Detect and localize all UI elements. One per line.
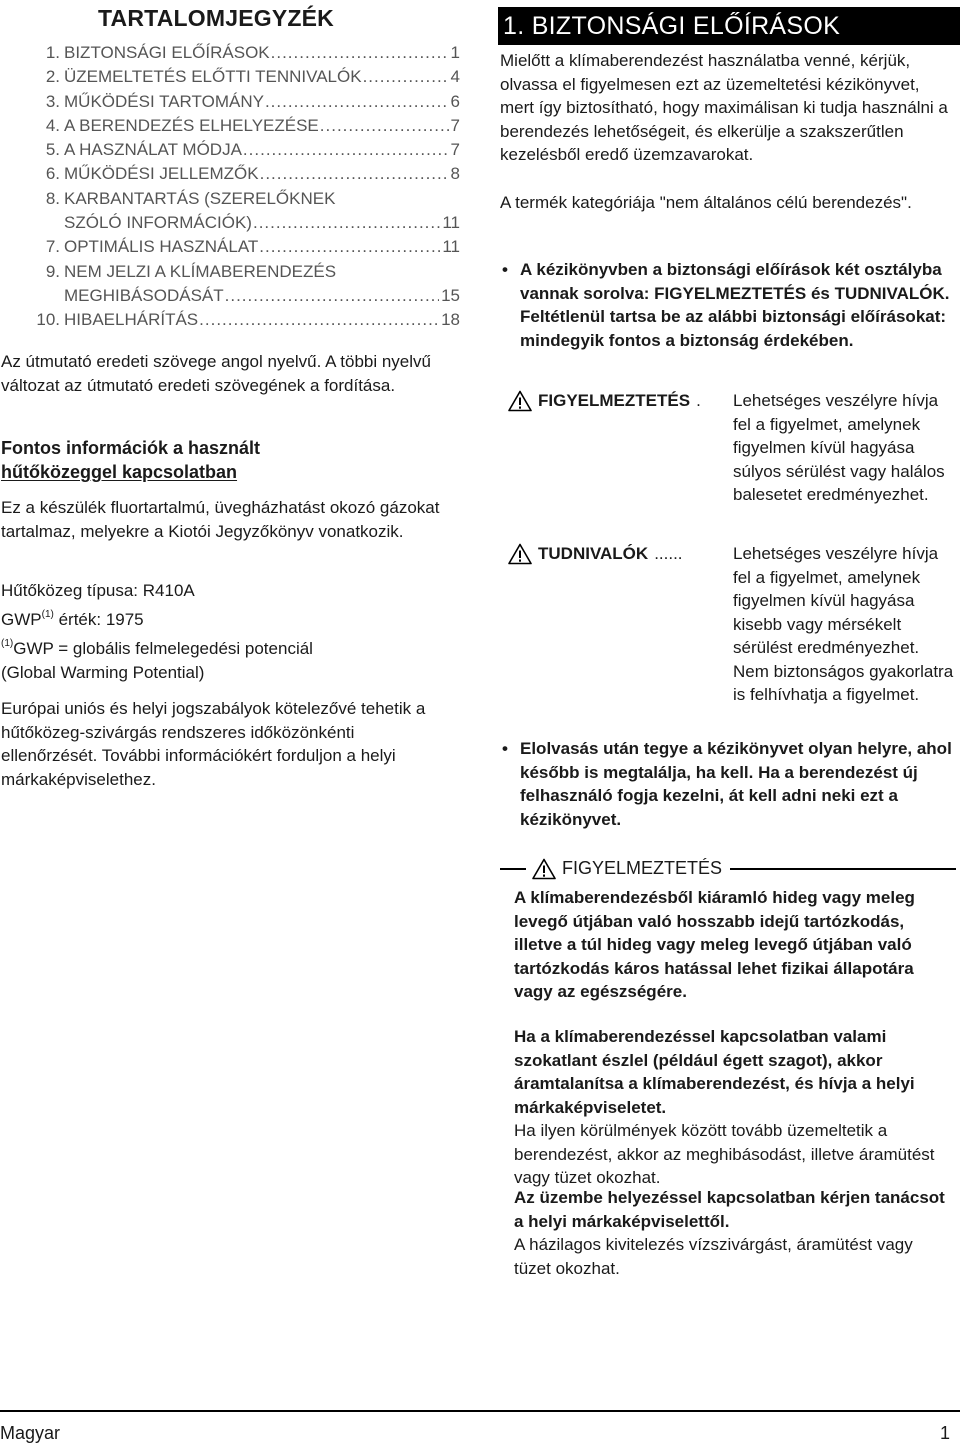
banner-rule-left xyxy=(500,868,526,870)
toc-page-number: 7 xyxy=(450,115,460,135)
toc-entry[interactable]: 4. A BERENDEZÉS ELHELYEZÉSE ..... 7 xyxy=(0,114,460,138)
toc-page-number: 18 xyxy=(441,310,460,330)
footer-page-number: 1 xyxy=(939,1423,950,1443)
toc-entry[interactable]: 2. ÜZEMELTETÉS ELŐTTI TENNIVALÓK ..... 4 xyxy=(0,65,460,89)
translation-note: Az útmutató eredeti szövege angol nyelvű. A többi nyelvű változat az útmutató eredeti szövegének a fordítása. xyxy=(1,352,431,395)
eu-regulation-text: Európai uniós és helyi jogszabályok kötelezővé tehetik a hűtőközeg-szivárgás rendszeres időközönkénti ellenőrzését. További információkért forduljon a helyi márkaképviselethez. xyxy=(1,699,426,789)
toc-entry[interactable]: 8. KARBANTARTÁS (SZERELŐKNEK SZÓLÓ INFORMÁCIÓK) ..... 11 xyxy=(0,187,460,236)
gwp-value: GWP$^{(1)}$ érték: 1975 xyxy=(1,609,144,629)
toc-entry[interactable]: 9. NEM JELZI A KLÍMABERENDEZÉS MEGHIBÁSODÁSÁT ..... 15 xyxy=(0,260,460,309)
toc-entry-label: KARBANTARTÁS (SZERELŐKNEK xyxy=(64,188,336,208)
caution-definition: TUDNIVALÓK ...... Lehetséges veszélyre hívja fel a figyelmet, amelynek figyelmen kívül hagyása kisebb vagy mérsékelt sérülést eredményezhet. Nem biztonságos gyakorlatra is felhívhatja a figyelmet. xyxy=(500,542,956,732)
list-item: • Elolvasás után tegye a kézikönyvet olyan helyre, ahol később is megtalálja, ha kell. Ha a berendezést új felhasználó fogja kezelni, át kell adni neki ezt a kézikönyvet. xyxy=(502,739,952,829)
footer-language: Magyar xyxy=(0,1423,61,1443)
toc-entry[interactable]: 1. BIZTONSÁGI ELŐÍRÁSOK ..... 1 xyxy=(0,41,460,65)
toc-entry[interactable]: 3. MŰKÖDÉSI TARTOMÁNY ..... 6 xyxy=(0,90,460,114)
toc-page-number: 7 xyxy=(450,140,460,160)
toc-page-number: 6 xyxy=(450,91,460,111)
warning-triangle-icon xyxy=(508,390,532,412)
warning-unusual-condition: Ha a klímaberendezéssel kapcsolatban valami szokatlant észlel (például égett szagot), akkor áramtalanítsa a klímaberendezést, és hívja a helyi márkaképviseletet. Ha ilyen körülmények között tovább üzemeltetik a berendezést, akkor az meghibásodást, illetve áramütést vagy tüzet okozhat. xyxy=(514,1027,935,1187)
warning-description: Lehetséges veszélyre hívja fel a figyelmet, amelynek figyelmen kívül hagyása súlyos sérülést vagy halálos balesetet eredményezhet. xyxy=(733,391,945,504)
table-of-contents xyxy=(0,41,460,333)
fluorinated-gas-text: Ez a készülék fluortartalmú, üvegházhatást okozó gázokat tartalmaz, melyekre a Kiotói Jegyzőkönyv vonatkozik. xyxy=(1,498,440,541)
product-category: A termék kategóriája "nem általános célú berendezés". xyxy=(500,193,912,212)
toc-entry-label: NEM JELZI A KLÍMABERENDEZÉS xyxy=(64,261,337,281)
warning-cold-air: A klímaberendezésből kiáramló hideg vagy meleg levegő útjában való hosszabb idejű tartózkodás, illetve a túl hideg vagy meleg levegő útjában való tartózkodás káros hatással lehet fizikai állapotára vagy az egészségére. xyxy=(514,888,915,1001)
toc-entry-label: OPTIMÁLIS HASZNÁLAT xyxy=(64,237,259,257)
refrigerant-type: Hűtőközeg típusa: R410A xyxy=(1,581,195,600)
toc-title: TARTALOMJEGYZÉK xyxy=(98,5,334,31)
toc-entry-label: A BERENDEZÉS ELHELYEZÉSE xyxy=(64,115,319,135)
warning-banner xyxy=(500,857,956,881)
toc-page-number: 15 xyxy=(441,285,460,305)
caution-description: Lehetséges veszélyre hívja fel a figyelmet, amelynek figyelmen kívül hagyása kisebb vagy mérsékelt sérülést eredményezhet. Nem biztonságos gyakorlatra is felhívhatja a figyelmet. xyxy=(733,544,954,704)
bullet-icon: • xyxy=(502,739,508,758)
toc-entry-label: HIBAELHÁRÍTÁS xyxy=(64,310,199,330)
toc-entry-label: A HASZNÁLAT MÓDJA xyxy=(64,140,242,160)
banner-title: FIGYELMEZTETÉS xyxy=(562,858,723,879)
warning-installation: Az üzembe helyezéssel kapcsolatban kérjen tanácsot a helyi márkaképviselettől. A házilagos kivitelezés vízszivárgást, áramütést vagy tüzet okozhat. xyxy=(514,1188,945,1278)
toc-entry[interactable]: 6. MŰKÖDÉSI JELLEMZŐK ..... 8 xyxy=(0,162,460,186)
footer-rule xyxy=(0,1410,960,1412)
safety-intro: Mielőtt a klímaberendezést használatba venné, kérjük, olvassa el figyelmesen ezt az üzemeltetési kézikönyvet, mert így biztosítható, hogy maximálisan ki tudja használni a berendezés lehetőségeit, és elkerülje a szakszerűtlen kezelésből eredő üzemzavarokat. xyxy=(500,51,948,164)
bullet-icon: • xyxy=(502,260,508,279)
list-item: • A kézikönyvben a biztonsági előírások két osztályba vannak sorolva: FIGYELMEZTETÉS és TUDNIVALÓK. Feltétlenül tartsa be az alábbi biztonsági előírásokat: mindegyik fontos a biztonság érdekében. xyxy=(502,260,950,350)
toc-entry[interactable]: 7. OPTIMÁLIS HASZNÁLAT ..... 11 xyxy=(0,235,460,259)
toc-entry-label: MŰKÖDÉSI TARTOMÁNY xyxy=(64,91,264,111)
warning-label: FIGYELMEZTETÉS xyxy=(538,391,691,410)
toc-page-number: 11 xyxy=(442,213,460,233)
toc-entry[interactable]: 5. A HASZNÁLAT MÓDJA ..... 7 xyxy=(0,138,460,162)
toc-entry-label: MEGHIBÁSODÁSÁT xyxy=(64,285,224,305)
toc-entry-label: BIZTONSÁGI ELŐÍRÁSOK xyxy=(64,43,270,62)
toc-page-number: 8 xyxy=(450,164,460,184)
gwp-footnote: $^{(1)}$GWP = globális felmelegedési potenciál (Global Warming Potential) xyxy=(1,638,313,682)
toc-entry-label: MŰKÖDÉSI JELLEMZŐK xyxy=(64,164,259,184)
caution-triangle-icon xyxy=(508,543,532,565)
refrigerant-heading: Fontos információk a használt hűtőközeggel kapcsolatban xyxy=(1,438,261,482)
toc-entry[interactable]: 10. HIBAELHÁRÍTÁS ..... 18 xyxy=(0,308,460,332)
section-heading: 1. BIZTONSÁGI ELŐÍRÁSOK xyxy=(498,7,960,45)
warning-definition: FIGYELMEZTETÉS . Lehetséges veszélyre hívja fel a figyelmet, amelynek figyelmen kívül hagyása súlyos sérülést vagy halálos balesetet eredményezhet. xyxy=(500,389,956,534)
warning-triangle-icon xyxy=(532,858,556,880)
toc-page-number: 1 xyxy=(450,43,460,62)
toc-page-number: 11 xyxy=(442,237,460,257)
toc-page-number: 4 xyxy=(450,67,460,87)
toc-entry-label: ÜZEMELTETÉS ELŐTTI TENNIVALÓK xyxy=(64,67,362,87)
toc-entry-label: SZÓLÓ INFORMÁCIÓK) xyxy=(64,213,252,233)
banner-rule-right xyxy=(730,868,956,870)
caution-label: TUDNIVALÓK xyxy=(538,544,649,563)
